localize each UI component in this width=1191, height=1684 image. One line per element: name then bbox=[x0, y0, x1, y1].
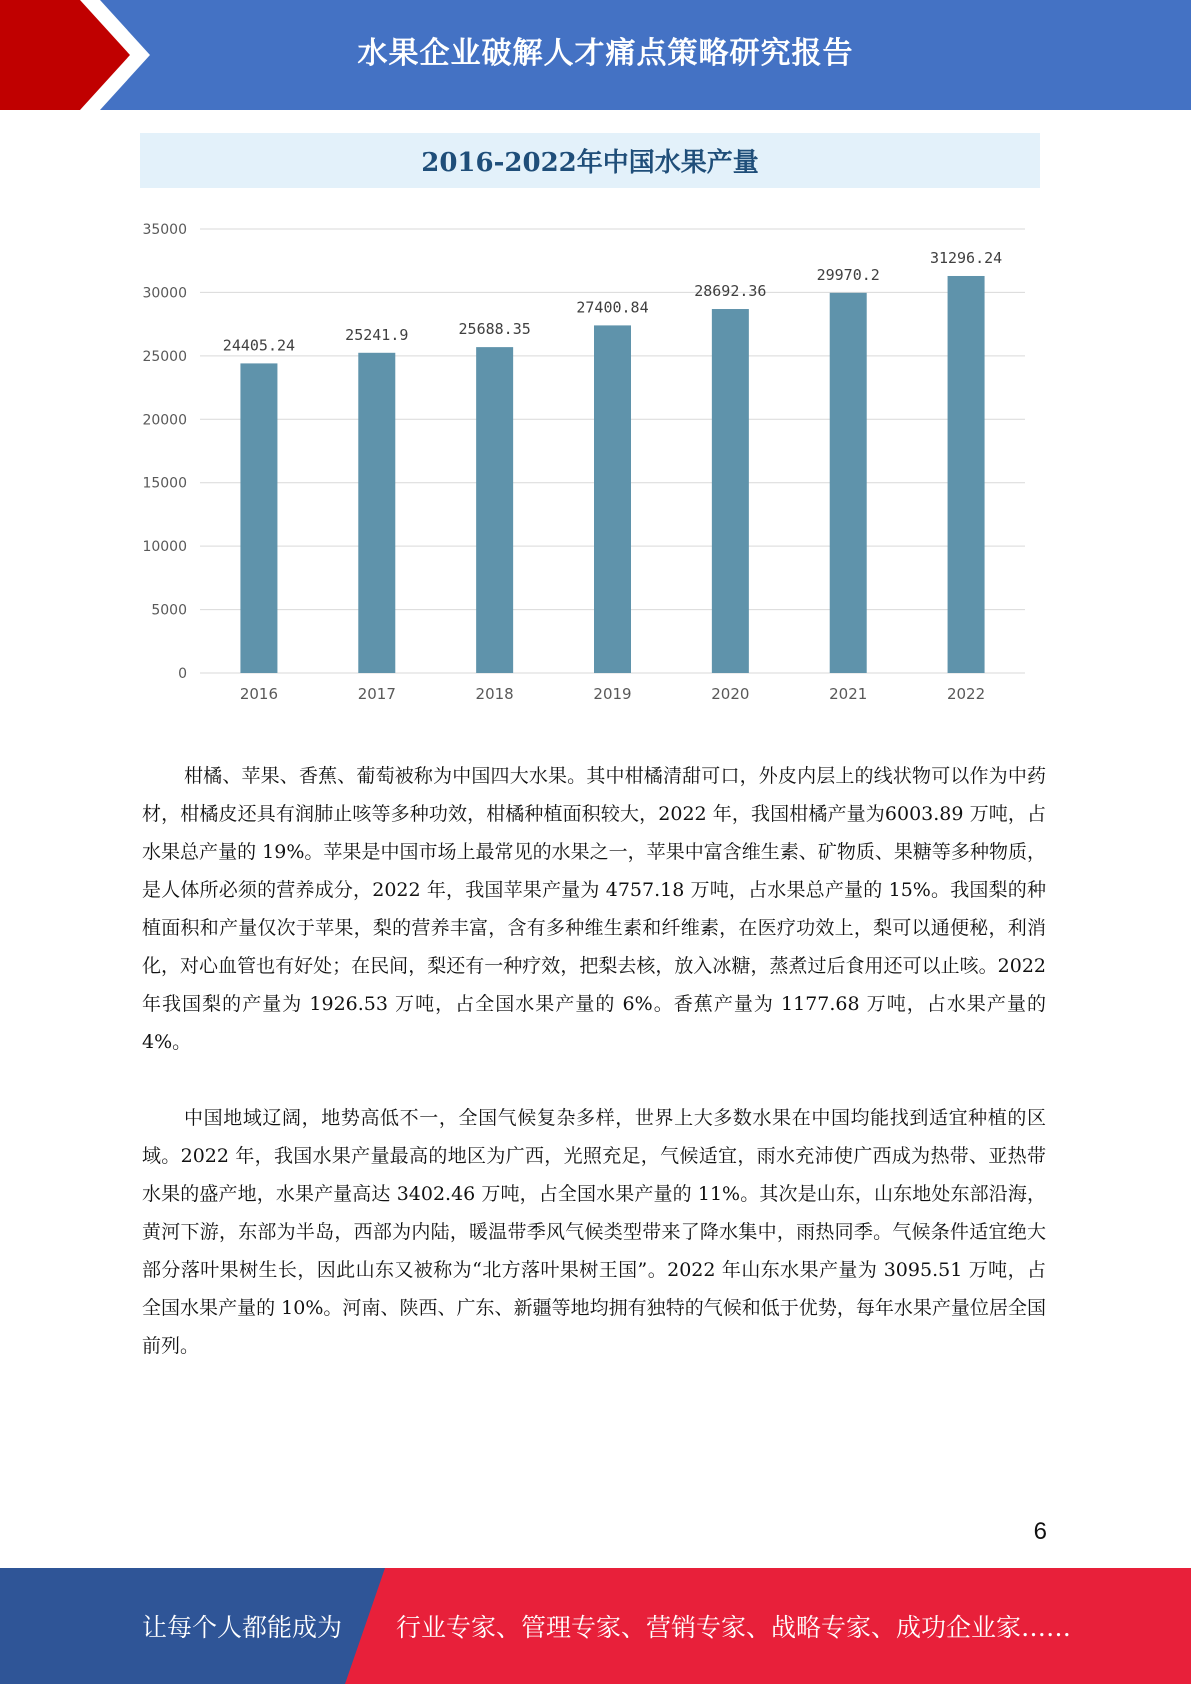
x-tick-label: 2017 bbox=[357, 685, 396, 703]
data-label: 31296.24 bbox=[929, 248, 1003, 267]
paragraph-regional-production: 中国地域辽阔，地势高低不一，全国气候复杂多样，世界上大多数水果在中国均能找到适宜种植的区域。2022 年，我国水果产量最高的地区为广西，光照充足，气候适宜，雨水充沛使广西成为热带、亚热带水果的盛产地，水果产量高达 3402.46 万吨，占全国水果产量的 11%。其次是山东，山东地处东部沿海，黄河下游，东部为半岛，西部为内陆，暖温带季风气候类型带来了降水集中，雨热同季。气候条件适宜绝大部分落叶果树生长，因此山东又被称为“北方落叶果树王国”。2022 年山东水果产量为 3095.51 万吨，占全国水果产量的 10%。河南、陕西、广东、新疆等地均拥有独特的气候和低于优势，每年水果产量位居全国前列。 bbox=[142, 1107, 1046, 1357]
bar bbox=[476, 347, 513, 673]
x-tick-label: 2020 bbox=[711, 685, 750, 703]
x-tick-label: 2019 bbox=[593, 685, 632, 703]
fruit-production-chart bbox=[140, 133, 1040, 723]
bar bbox=[948, 276, 985, 673]
x-tick-label: 2016 bbox=[239, 685, 279, 703]
bar bbox=[240, 363, 277, 673]
bar bbox=[358, 353, 395, 673]
page-footer bbox=[0, 1568, 1191, 1684]
report-title: 水果企业破解人才痛点策略研究报告 bbox=[357, 36, 854, 71]
bar bbox=[712, 309, 749, 673]
bar bbox=[594, 325, 631, 673]
data-label: 25688.35 bbox=[458, 320, 531, 339]
data-label: 27400.84 bbox=[576, 298, 649, 317]
y-tick-label: 0 bbox=[178, 666, 187, 682]
y-tick-label: 10000 bbox=[142, 539, 187, 556]
paragraph-four-major-fruits: 柑橘、苹果、香蕉、葡萄被称为中国四大水果。其中柑橘清甜可口，外皮内层上的线状物可以作为中药材，柑橘皮还具有润肺止咳等多种功效，柑橘种植面积较大，2022 年，我国柑橘产量为6003.89 万吨，占水果总产量的 19%。苹果是中国市场上最常见的水果之一，苹果中富含维生素、矿物质、果糖等多种物质，是人体所必须的营养成分，2022 年，我国苹果产量为 4757.18 万吨，占水果总产量的 15%。我国梨的种植面积和产量仅次于苹果，梨的营养丰富，含有多种维生素和纤维素，在医疗功效上，梨可以通便秘，利消化，对心血管也有好处；在民间，梨还有一种疗效，把梨去核，放入冰糖，蒸煮过后食用还可以止咳。2022 年我国梨的产量为 1926.53 万吨，占全国水果产量的 6%。香蕉产量为 1177.68 万吨，占水果产量的 4%。 bbox=[142, 765, 1046, 1053]
y-tick-label: 30000 bbox=[142, 285, 187, 302]
x-tick-label: 2022 bbox=[946, 685, 986, 703]
chart-title: 2016-2022年中国水果产量 bbox=[421, 148, 759, 178]
data-label: 29970.2 bbox=[816, 265, 880, 284]
data-label: 25241.9 bbox=[345, 325, 409, 344]
page-header bbox=[0, 0, 1191, 110]
y-tick-label: 25000 bbox=[142, 348, 187, 365]
footer-slogan-right: 行业专家、管理专家、营销专家、战略专家、成功企业家…… bbox=[396, 1613, 1072, 1642]
y-tick-label: 15000 bbox=[142, 475, 187, 492]
bar bbox=[830, 293, 867, 673]
data-label: 24405.24 bbox=[222, 336, 296, 355]
y-tick-label: 20000 bbox=[142, 412, 187, 429]
data-label: 28692.36 bbox=[694, 282, 767, 301]
y-tick-label: 5000 bbox=[151, 602, 187, 619]
y-tick-label: 35000 bbox=[142, 222, 187, 238]
x-tick-label: 2021 bbox=[829, 685, 868, 703]
bar-chart-svg bbox=[140, 133, 1040, 723]
page-number: 6 bbox=[1033, 1518, 1047, 1545]
footer-slogan-left: 让每个人都能成为 bbox=[142, 1613, 343, 1642]
x-tick-label: 2018 bbox=[475, 685, 514, 703]
